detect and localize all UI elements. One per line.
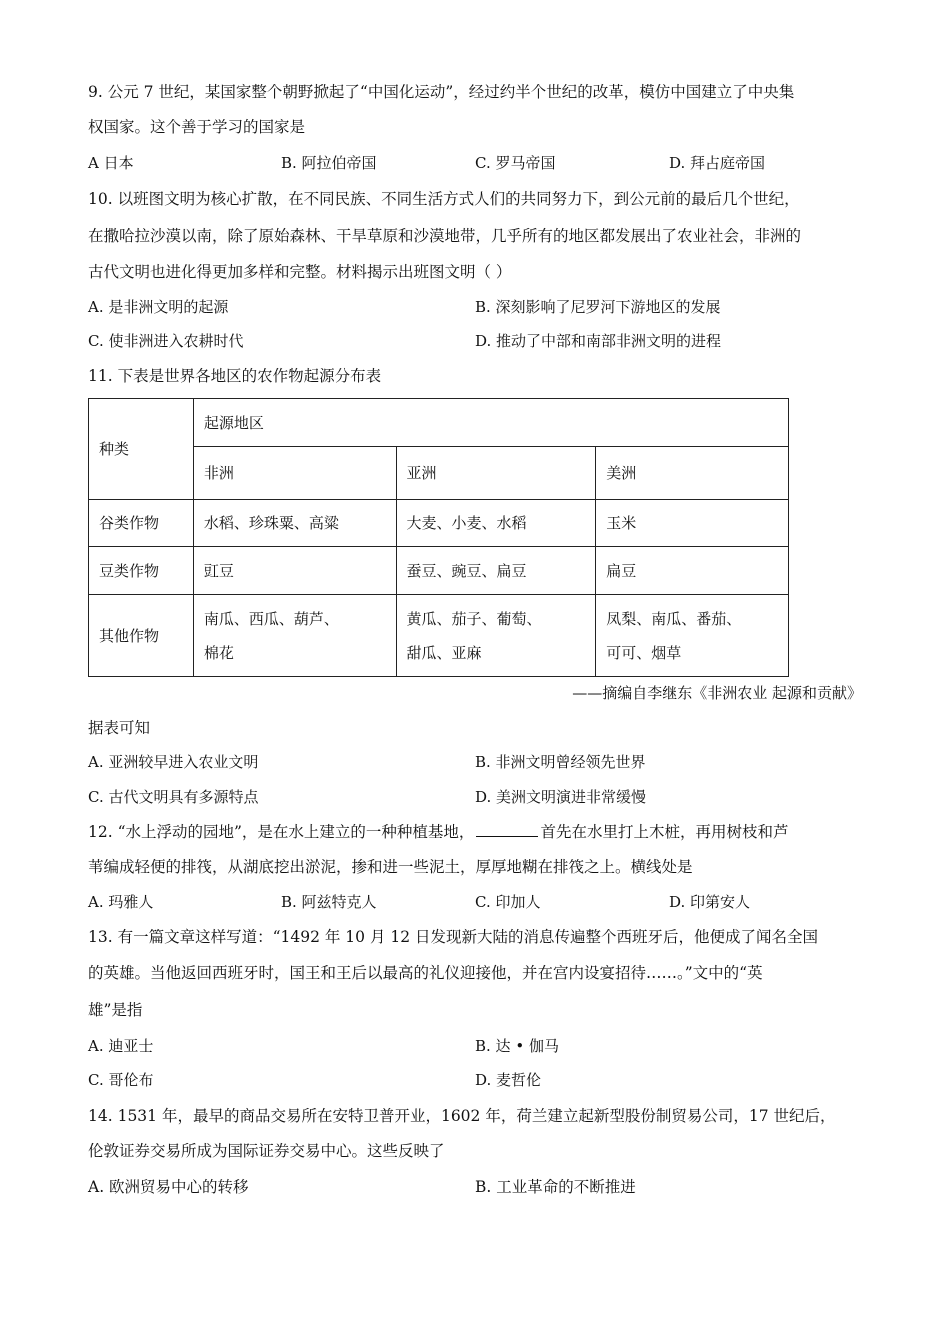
q12-option-c[interactable]: C. 印加人	[475, 893, 541, 911]
table-row	[89, 500, 789, 547]
q11-stem: 11. 下表是世界各地区的农作物起源分布表	[88, 367, 382, 385]
table-cell-line: 甜瓜、亚麻	[406, 643, 482, 662]
table-source-citation: ——摘编自李继东《非洲农业 起源和贡献》	[572, 684, 862, 702]
q10-stem-line1: 10. 以班图文明为核心扩散，在不同民族、不同生活方式人们的共同努力下，到公元前的最后几个世纪，	[88, 190, 800, 208]
table-cell	[193, 595, 396, 677]
table-region-americas: 美洲	[596, 447, 789, 500]
table-region-africa: 非洲	[193, 447, 396, 500]
q11-option-d[interactable]: D. 美洲文明演进非常缓慢	[475, 788, 647, 806]
table-cell: 蚕豆、豌豆、扁豆	[396, 547, 596, 595]
table-kind-cell: 豆类作物	[89, 547, 194, 595]
table-row	[89, 547, 789, 595]
q9-option-b[interactable]: B. 阿拉伯帝国	[281, 154, 377, 172]
q11-option-b[interactable]: B. 非洲文明曾经领先世界	[475, 753, 646, 771]
q14-stem-line1: 14. 1531 年，最早的商品交易所在安特卫普开业，1602 年，荷兰建立起新型股份制贸易公司，17 世纪后，	[88, 1107, 836, 1125]
table-cell: 豇豆	[193, 547, 396, 595]
answer-blank	[476, 822, 538, 837]
q9-option-a[interactable]: A 日本	[88, 154, 134, 172]
table-cell-line: 可可、烟草	[606, 643, 682, 662]
q11-option-a[interactable]: A. 亚洲较早进入农业文明	[88, 753, 259, 771]
q9-option-d[interactable]: D. 拜占庭帝国	[669, 154, 766, 172]
q12-stem-line1	[88, 822, 863, 842]
q10-option-a[interactable]: A. 是非洲文明的起源	[88, 298, 229, 316]
q10-stem-line2: 在撒哈拉沙漠以南，除了原始森林、干旱草原和沙漠地带，几乎所有的地区都发展出了农业社会，非洲的	[88, 227, 802, 245]
q11-lead: 据表可知	[88, 719, 151, 737]
table-cell-line: 棉花	[203, 643, 234, 662]
crop-origin-table	[88, 398, 789, 677]
table-cell-line: 南瓜、西瓜、葫芦、	[203, 609, 339, 628]
q13-option-a[interactable]: A. 迪亚士	[88, 1037, 154, 1055]
q9-option-c[interactable]: C. 罗马帝国	[475, 154, 556, 172]
q13-stem-line3: 雄”是指	[88, 1001, 143, 1019]
q13-option-b[interactable]: B. 达 • 伽马	[475, 1037, 559, 1055]
table-header-kind: 种类	[89, 399, 194, 500]
q12-option-a[interactable]: A. 玛雅人	[88, 893, 154, 911]
q10-option-b[interactable]: B. 深刻影响了尼罗河下游地区的发展	[475, 298, 721, 316]
table-cell	[396, 595, 596, 677]
q12-option-b[interactable]: B. 阿兹特克人	[281, 893, 377, 911]
table-region-asia: 亚洲	[396, 447, 596, 500]
q13-option-c[interactable]: C. 哥伦布	[88, 1071, 154, 1089]
table-cell	[596, 595, 789, 677]
table-row	[89, 595, 789, 677]
q10-option-d[interactable]: D. 推动了中部和南部非洲文明的进程	[475, 332, 722, 350]
q12-stem-after-blank: 首先在水里打上木桩，再用树枝和芦	[540, 823, 789, 841]
q13-stem-line2: 的英雄。当他返回西班牙时，国王和王后以最高的礼仪迎接他，并在宫内设宴招待……。”文中的“英	[88, 964, 763, 982]
q14-option-a[interactable]: A. 欧洲贸易中心的转移	[88, 1178, 249, 1196]
q12-stem-before-blank: 12. “水上浮动的园地”，是在水上建立的一种种植基地，	[88, 823, 475, 841]
table-kind-cell: 其他作物	[89, 595, 194, 677]
table-kind-cell: 谷类作物	[89, 500, 194, 547]
q12-stem-line2: 苇编成轻便的排筏，从湖底挖出淤泥，掺和进一些泥土，厚厚地糊在排筏之上。横线处是	[88, 858, 693, 876]
q14-option-b[interactable]: B. 工业革命的不断推进	[475, 1178, 636, 1196]
q10-stem-line3: 古代文明也进化得更加多样和完整。材料揭示出班图文明（ ）	[88, 263, 512, 281]
table-cell: 大麦、小麦、水稻	[396, 500, 596, 547]
q10-option-c[interactable]: C. 使非洲进入农耕时代	[88, 332, 244, 350]
table-header-origin: 起源地区	[193, 399, 788, 447]
table-cell-line: 凤梨、南瓜、番茄、	[606, 609, 742, 628]
q13-stem-line1: 13. 有一篇文章这样写道：“1492 年 10 月 12 日发现新大陆的消息传遍整个西班牙后，他便成了闻名全国	[88, 928, 819, 946]
table-cell: 扁豆	[596, 547, 789, 595]
table-cell: 水稻、珍珠粟、高粱	[193, 500, 396, 547]
q9-stem-line1: 9. 公元 7 世纪，某国家整个朝野掀起了“中国化运动”，经过约半个世纪的改革，模仿中国建立了中央集	[88, 83, 795, 101]
table-cell: 玉米	[596, 500, 789, 547]
q12-option-d[interactable]: D. 印第安人	[669, 893, 751, 911]
q14-stem-line2: 伦敦证券交易所成为国际证券交易中心。这些反映了	[88, 1142, 445, 1160]
table-cell-line: 黄瓜、茄子、葡萄、	[406, 609, 542, 628]
q13-option-d[interactable]: D. 麦哲伦	[475, 1071, 542, 1089]
q9-stem-line2: 权国家。这个善于学习的国家是	[88, 118, 306, 136]
q11-option-c[interactable]: C. 古代文明具有多源特点	[88, 788, 259, 806]
